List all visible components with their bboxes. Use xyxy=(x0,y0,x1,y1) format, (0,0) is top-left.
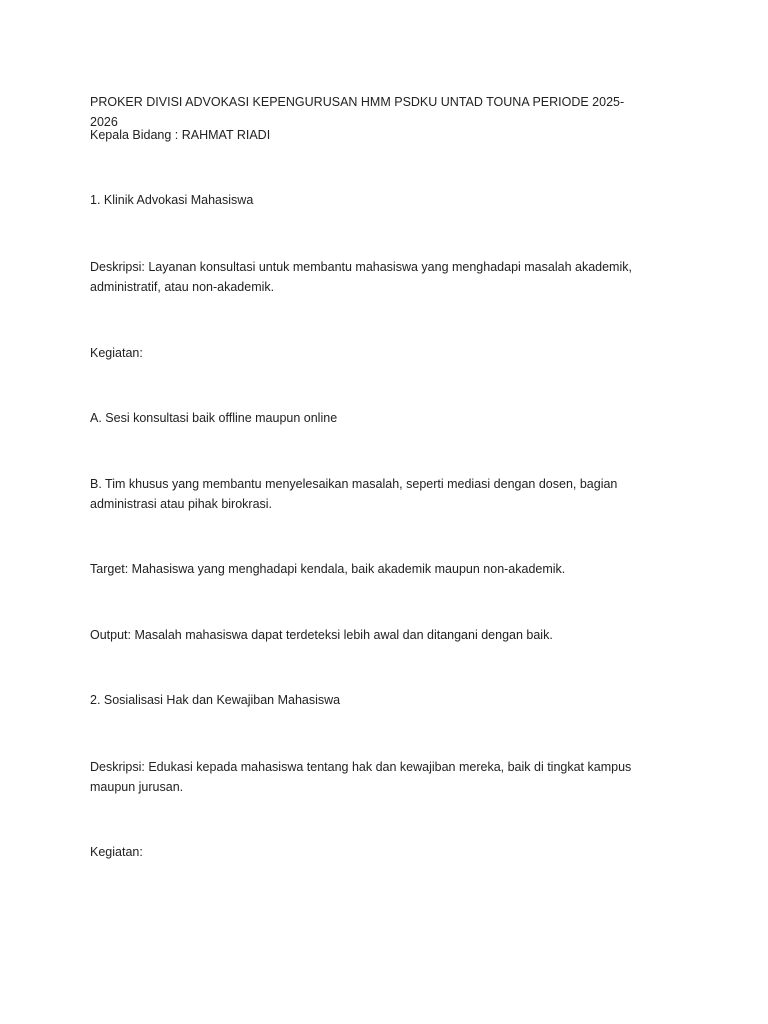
program-1-description: Deskripsi: Layanan konsultasi untuk membantu mahasiswa yang menghadapi masalah akademik, administratif, atau non-akademik. xyxy=(90,260,632,294)
program-1-activity-b: B. Tim khusus yang membantu menyelesaikan masalah, seperti mediasi dengan dosen, bagian administrasi atau pihak birokrasi. xyxy=(90,477,618,511)
program-1-activities-label: Kegiatan: xyxy=(90,346,143,360)
document-title: PROKER DIVISI ADVOKASI KEPENGURUSAN HMM PSDKU UNTAD TOUNA PERIODE 2025-2026 xyxy=(90,95,625,129)
program-1-output: Output: Masalah mahasiswa dapat terdeteksi lebih awal dan ditangani dengan baik. xyxy=(90,628,553,642)
division-head: Kepala Bidang : RAHMAT RIADI xyxy=(90,128,271,142)
program-1-heading: 1. Klinik Advokasi Mahasiswa xyxy=(90,193,254,207)
program-1-target: Target: Mahasiswa yang menghadapi kendala, baik akademik maupun non-akademik. xyxy=(90,562,566,576)
program-2-activities-label: Kegiatan: xyxy=(90,845,143,859)
program-1-activity-a: A. Sesi konsultasi baik offline maupun online xyxy=(90,411,338,425)
program-2-heading: 2. Sosialisasi Hak dan Kewajiban Mahasiswa xyxy=(90,693,341,707)
program-2-description: Deskripsi: Edukasi kepada mahasiswa tentang hak dan kewajiban mereka, baik di tingkat kampus maupun jurusan. xyxy=(90,760,632,794)
